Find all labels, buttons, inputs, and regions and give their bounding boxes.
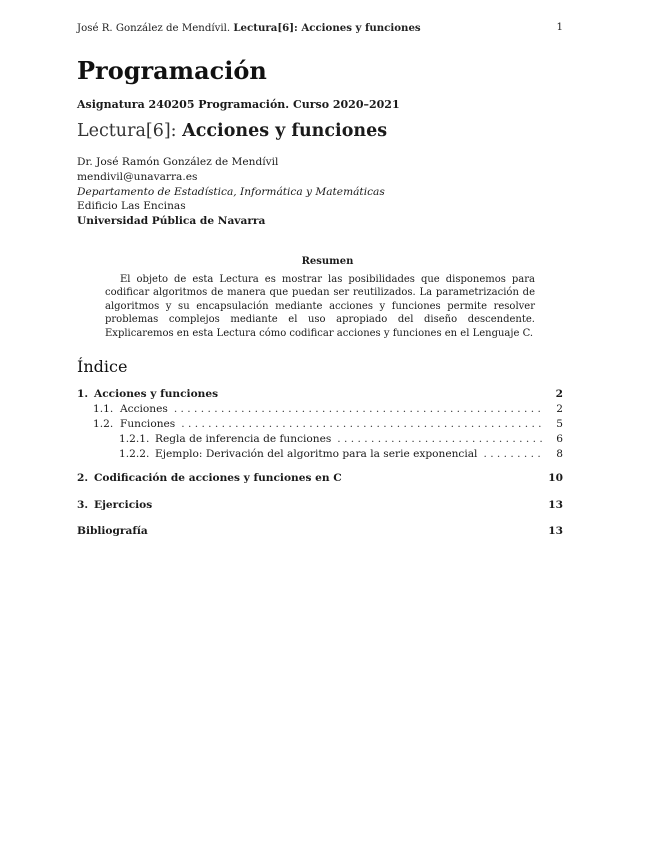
toc-entry-page: 5 (556, 418, 563, 430)
author-email[interactable]: mendivil@unavarra.es (77, 170, 198, 183)
toc-entry[interactable] (77, 498, 563, 513)
toc-entry[interactable] (77, 524, 563, 539)
toc-entry[interactable] (77, 417, 563, 432)
header-lecture: Lectura[6]: Acciones y funciones (233, 22, 421, 34)
toc-entry-label: Funciones (120, 418, 176, 430)
course-line: Asignatura 240205 Programación. Curso 2020–2021 (77, 98, 400, 111)
author-building: Edificio Las Encinas (77, 200, 186, 213)
author-department: Departamento de Estadística, Informática y Matemáticas (77, 185, 385, 198)
toc-entry-page: 8 (556, 448, 563, 460)
toc-entry-label: Ejemplo: Derivación del algoritmo para la serie exponencial (155, 448, 478, 460)
running-header (77, 21, 563, 35)
toc-entry-number: 1.2. (93, 418, 114, 430)
abstract-title: Resumen (301, 256, 354, 267)
toc-entry-page: 2 (556, 403, 563, 415)
toc-entry-number: 1. (77, 388, 89, 400)
toc-entry-label: Acciones (120, 403, 168, 415)
author-name: Dr. José Ramón González de Mendívil (77, 156, 279, 168)
toc-entry-label: Codificación de acciones y funciones en C (94, 472, 342, 484)
toc-leader-dots (483, 447, 545, 462)
toc-entry-page: 10 (548, 472, 563, 484)
running-header-text (77, 21, 421, 36)
toc-entry[interactable] (77, 471, 563, 486)
lecture-name: Acciones y funciones (182, 121, 388, 141)
toc-entry-number: 1.1. (93, 403, 114, 415)
toc-entry-page: 6 (556, 433, 563, 445)
page-number: 1 (556, 22, 563, 33)
toc-leader-dots (181, 417, 545, 432)
abstract-body: El objeto de esta Lectura es mostrar las posibilidades que disponemos para codificar algoritmos de manera que puedan ser reutilizados. La parametrización de algoritmos y su encapsulación mediante acciones y funciones permite resolver problemas complejos mediante el uso apropiado del diseño descendente. Explicaremos en esta Lectura cómo codificar acciones y funciones en el Lenguaje C. (105, 274, 535, 339)
toc-heading: Índice (77, 357, 128, 376)
document-title: Programación (77, 56, 267, 85)
toc-entry-label: Acciones y funciones (94, 388, 219, 400)
lecture-prefix: Lectura[6]: (77, 121, 177, 141)
toc-entry-number: 2. (77, 472, 89, 484)
header-author: José R. González de Mendívil. (77, 23, 231, 34)
toc-entry-label: Bibliografía (77, 525, 148, 537)
toc-entry-number: 1.2.1. (119, 433, 150, 445)
toc-entry[interactable] (77, 447, 563, 462)
toc-entry-page: 13 (548, 525, 563, 537)
toc-entry[interactable] (77, 402, 563, 417)
toc-entry[interactable] (77, 387, 563, 402)
toc-entry-page: 2 (555, 388, 563, 400)
toc-entry-label: Regla de inferencia de funciones (155, 433, 332, 445)
toc-entry-number: 1.2.2. (119, 448, 150, 460)
author-block (77, 155, 385, 229)
toc-entry-page: 13 (548, 499, 563, 511)
author-university: Universidad Pública de Navarra (77, 215, 266, 228)
toc-entry-number: 3. (77, 499, 89, 511)
toc-leader-dots (337, 432, 545, 447)
toc-entry[interactable] (77, 432, 563, 447)
lecture-title (77, 119, 387, 143)
toc-leader-dots (174, 402, 545, 417)
toc-entry-label: Ejercicios (94, 499, 153, 511)
